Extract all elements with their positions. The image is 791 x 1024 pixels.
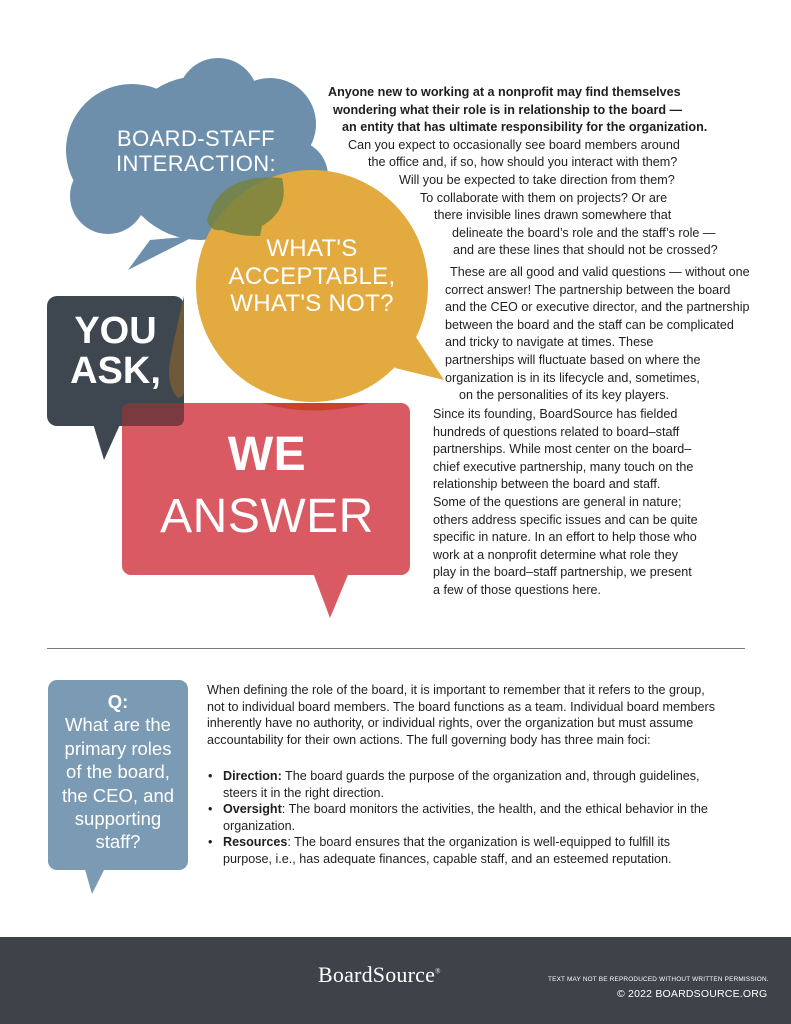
list-item	[207, 834, 752, 867]
question-bubble-tail	[80, 866, 110, 896]
bullet-term: Resources	[223, 835, 288, 850]
para2-line: work at a nonprofit determine what role they	[433, 547, 679, 562]
answer-line: When defining the role of the board, it is important to remember that it refers to the group,	[207, 683, 705, 697]
dark-line: ASK,	[70, 349, 161, 392]
intro-line: delineate the board’s role and the staff’s role —	[452, 225, 716, 240]
paragraph-boardsource-history	[433, 406, 783, 600]
para2-line: play in the board–staff partnership, we present	[433, 565, 692, 580]
dark-line: YOU	[74, 310, 157, 352]
yellow-line: ACCEPTABLE,	[228, 262, 396, 290]
intro-line: To collaborate with them on projects? Or are	[420, 190, 668, 205]
para2-line: others address specific issues and can be quite	[433, 512, 698, 527]
question-line: the CEO, and	[61, 784, 175, 806]
bullet-term: Direction:	[223, 769, 282, 783]
bullet-icon: •	[208, 835, 213, 850]
list-item	[207, 768, 752, 801]
question-label: Q:	[107, 691, 129, 712]
intro-paragraph	[300, 84, 770, 260]
para1-line: organization is in its lifecycle and, sometimes,	[445, 370, 700, 385]
para1-line: These are all good and valid questions — without one	[450, 265, 750, 279]
para2-line: a few of those questions here.	[433, 582, 602, 597]
question-line: primary roles	[64, 737, 172, 759]
logo-registered-mark: ®	[435, 967, 441, 976]
question-text	[48, 690, 188, 854]
para2-line: hundreds of questions related to board–staff	[433, 424, 680, 439]
intro-line: and are these lines that should not be crossed?	[453, 243, 718, 258]
intro-line: the office and, if so, how should you interact with them?	[368, 155, 678, 170]
question-line: supporting	[74, 808, 162, 830]
para2-line: partnerships. While most center on the board–	[433, 442, 692, 457]
intro-bold-line: an entity that has ultimate responsibility for the organization.	[342, 120, 708, 135]
red-line: WE	[227, 428, 307, 481]
yellow-line: WHAT'S NOT?	[230, 290, 394, 318]
dark-bubble-tail	[92, 420, 122, 460]
bullet-text: : The board ensures that the organization is well-equipped to fulfill its	[287, 835, 671, 850]
bullet-text: The board guards the purpose of the organization and, through guidelines,	[281, 769, 700, 783]
para1-line: partnerships will fluctuate based on where the	[445, 352, 701, 367]
cloud-bubble-text	[80, 127, 312, 176]
cloud-line: INTERACTION:	[115, 150, 277, 176]
dark-red-overlap	[122, 403, 184, 426]
intro-bold-line: wondering what their role is in relationship to the board —	[333, 102, 683, 117]
red-bubble-tail	[312, 570, 350, 618]
list-item	[207, 801, 752, 834]
para2-line: Since its founding, BoardSource has fielded	[433, 407, 678, 421]
copyright: © 2022 BOARDSOURCE.ORG	[617, 988, 768, 1000]
para1-line: on the personalities of its key players.	[459, 388, 670, 403]
answer-line: accountability for their own actions. The full governing body has three main foci:	[207, 732, 651, 747]
bullet-term: Oversight	[223, 802, 282, 817]
intro-bold-line: Anyone new to working at a nonprofit may find themselves	[328, 85, 681, 99]
para2-line: relationship between the board and staff.	[433, 477, 661, 492]
cloud-bubble-tail	[128, 236, 195, 270]
bullet-text: organization.	[223, 818, 296, 833]
boardsource-logo	[318, 962, 441, 988]
answer-line: not to individual board members. The board functions as a team. Individual board members	[207, 699, 715, 714]
cloud-line: BOARD-STAFF	[117, 126, 275, 151]
answer-line: inherently have no authority, or individual rights, over the organization but must assume	[207, 716, 694, 731]
para2-line: chief executive partnership, many touch on the	[433, 459, 694, 474]
bullet-text: steers it in the right direction.	[223, 785, 384, 800]
logo-text: BoardSource	[318, 962, 436, 987]
bullet-icon: •	[208, 802, 213, 817]
red-bubble-text	[122, 424, 412, 549]
paragraph-valid-questions	[445, 264, 785, 405]
para1-line: between the board and the staff can be complicated	[445, 317, 734, 332]
bullet-icon: •	[208, 769, 213, 783]
para2-line: specific in nature. In an effort to help those who	[433, 530, 697, 545]
bullet-text: purpose, i.e., has adequate finances, capable staff, and an esteemed reputation.	[223, 851, 672, 866]
intro-line: there invisible lines drawn somewhere that	[434, 208, 672, 223]
para1-line: and the CEO or executive director, and the partnership	[445, 300, 750, 315]
para1-line: and tricky to navigate at times. These	[445, 335, 654, 350]
question-line: staff?	[95, 831, 141, 853]
legal-notice: TEXT MAY NOT BE REPRODUCED WITHOUT WRITTEN PERMISSION.	[548, 976, 769, 983]
section-divider	[47, 648, 745, 649]
intro-line: Can you expect to occasionally see board members around	[348, 137, 680, 152]
foci-list	[207, 768, 752, 868]
para1-line: correct answer! The partnership between the board	[445, 282, 731, 297]
para2-line: Some of the questions are general in nature;	[433, 494, 682, 509]
question-line: of the board,	[66, 761, 170, 783]
yellow-line: WHAT'S	[266, 235, 358, 262]
intro-line: Will you be expected to take direction from them?	[399, 172, 675, 187]
red-line: ANSWER	[160, 490, 374, 544]
dark-bubble-text	[47, 312, 184, 392]
question-line: What are the	[65, 714, 171, 736]
answer-intro	[207, 682, 752, 748]
bullet-text: : The board monitors the activities, the health, and the ethical behavior in the	[281, 802, 708, 817]
